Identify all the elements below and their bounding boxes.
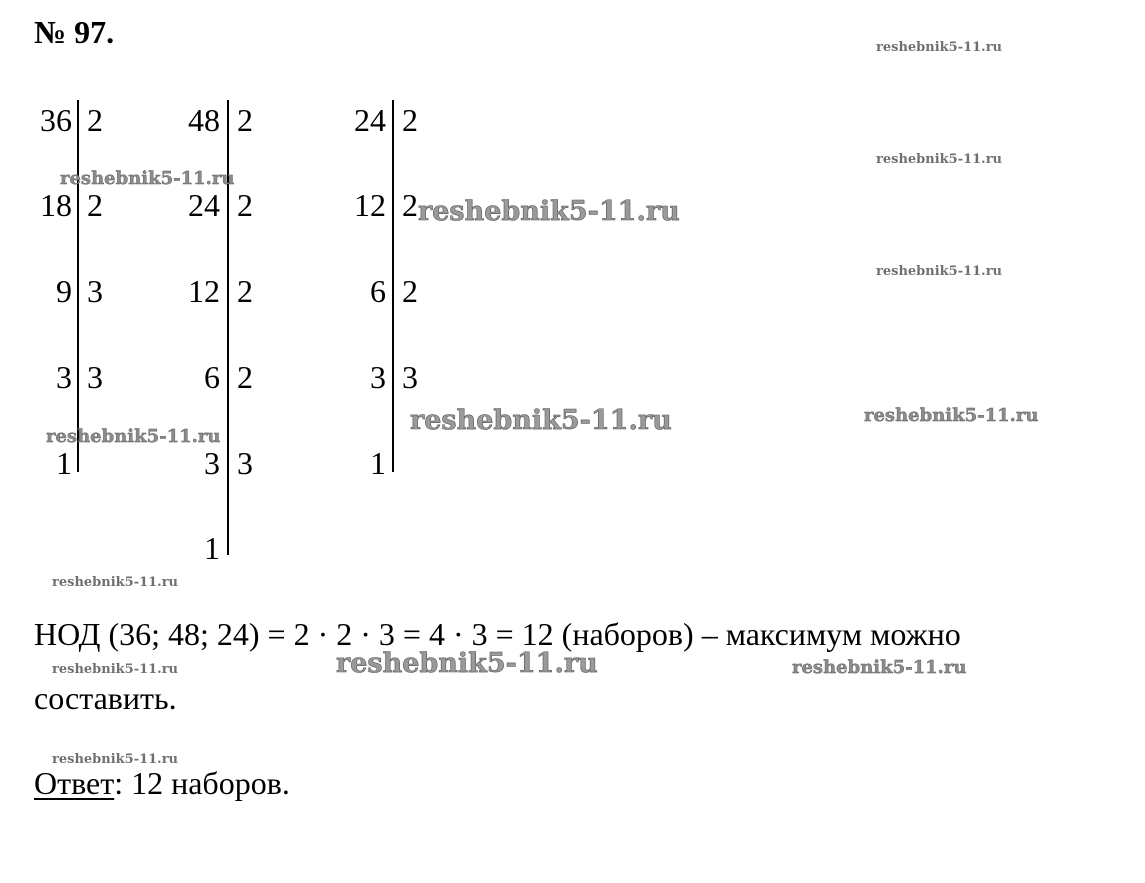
watermark: reshebnik5-11.ru (52, 662, 179, 677)
divisor: 2 (402, 273, 418, 309)
dividend: 6 (370, 273, 386, 309)
solution-line-1: НОД (36; 48; 24) = 2 · 2 · 3 = 4 · 3 = 12 (наборов) – максимум можно (34, 616, 961, 652)
dividend: 12 (188, 273, 220, 309)
dividend: 9 (56, 273, 72, 309)
watermark: reshebnik5-11.ru (410, 405, 672, 436)
watermark: reshebnik5-11.ru (792, 657, 967, 678)
watermark: reshebnik5-11.ru (876, 40, 1003, 55)
dividend: 3 (370, 359, 386, 395)
watermark: reshebnik5-11.ru (418, 196, 680, 227)
dividend: 3 (204, 445, 220, 481)
divisor: 2 (87, 102, 103, 138)
dividend: 24 (188, 187, 220, 223)
dividend: 6 (204, 359, 220, 395)
dividend: 1 (370, 445, 386, 481)
answer-label: Ответ (34, 765, 115, 801)
dividend: 24 (354, 102, 386, 138)
dividend: 1 (204, 530, 220, 566)
dividend: 3 (56, 359, 72, 395)
divider-line (77, 100, 79, 472)
divisor: 3 (87, 359, 103, 395)
watermark: reshebnik5-11.ru (60, 168, 235, 189)
watermark: reshebnik5-11.ru (46, 426, 221, 447)
answer (34, 764, 290, 802)
watermark: reshebnik5-11.ru (864, 405, 1039, 426)
divisor: 3 (237, 445, 253, 481)
divisor: 2 (237, 273, 253, 309)
dividend: 36 (40, 102, 72, 138)
divisor: 2 (402, 187, 418, 223)
divisor: 3 (402, 359, 418, 395)
watermark: reshebnik5-11.ru (52, 575, 179, 590)
solution-line-2: составить. (34, 680, 177, 716)
watermark: reshebnik5-11.ru (876, 264, 1003, 279)
divisor: 2 (87, 187, 103, 223)
divisor: 2 (237, 102, 253, 138)
divisor: 3 (87, 273, 103, 309)
problem-number: № 97. (34, 14, 115, 50)
divisor: 2 (402, 102, 418, 138)
watermark: reshebnik5-11.ru (876, 152, 1003, 167)
watermark: reshebnik5-11.ru (336, 648, 598, 679)
dividend: 48 (188, 102, 220, 138)
divider-line (392, 100, 394, 472)
divisor: 2 (237, 187, 253, 223)
divisor: 2 (237, 359, 253, 395)
answer-text: : 12 наборов. (114, 765, 290, 801)
dividend: 12 (354, 187, 386, 223)
dividend: 18 (40, 187, 72, 223)
dividend: 1 (56, 445, 72, 481)
watermark: reshebnik5-11.ru (52, 752, 179, 767)
